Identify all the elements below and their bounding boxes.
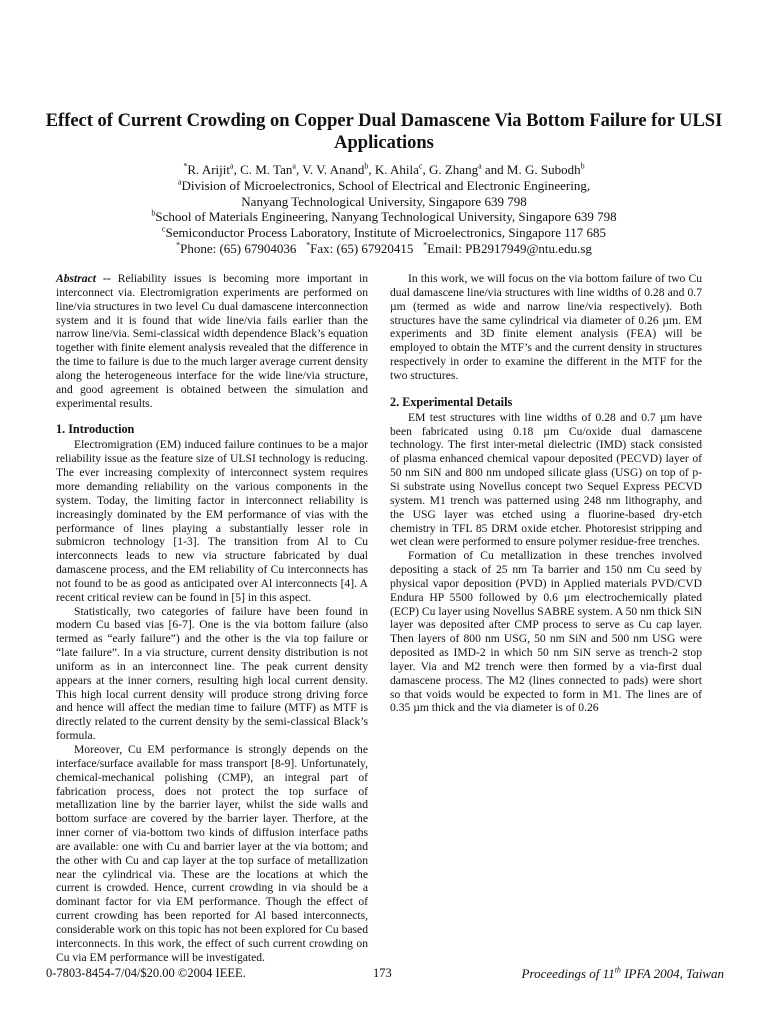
- section-heading-introduction: 1. Introduction: [56, 422, 135, 437]
- affiliation-c: $^c$Semiconductor Process Laboratory, Institute of Microelectronics, Singapore 117 685: [161, 224, 607, 241]
- experimental-paragraph-1: EM test structures with line widths of 0.28 and 0.7 µm have been fabricated using 0.18 µm Cu/oxide dual damascene technology. The first inter-metal dielectric (IMD) stack consisted of plasma enhanced chemical vapour deposited (PECVD) layer of 50 nm SiN and 800 nm undoped silicate glass (USG) on top of p-Si substrate using Novellus concept two Sequel Express PECVD system. M1 trench was patterned using 248 nm lithography, and the USG layer was etched using a fluorine-based dry-etch chemistry in TFL 85 DRM oxide etcher. Photoresist stripping and wet clean were performed to ensure polymer residue-free trenches.: [390, 410, 702, 549]
- author-line: *R. Arijit$^a$, C. M. Tan$^a$, V. V. Anand$^b$, K. Ahila$^c$, G. Zhang$^a$ and M. G. Subodh$^b$: [183, 161, 585, 177]
- affiliation-b: $^b$School of Materials Engineering, Nanyang Technological University, Singapore 639 798: [151, 209, 617, 225]
- right-column: [390, 272, 702, 715]
- experimental-paragraph-2: Formation of Cu metallization in these trenches involved depositing a stack of 25 nm Ta barrier and 150 nm Cu seed by physical vapor deposition (PVD) in Applied materials PVD/CVD Endura HP 5500 followed by 0.6 µm electrochemically plated (ECP) Cu layer using Novellus SABRE system. A 50 nm thick SiN layer was deposited after CMP process to serve as Cu cap layer. Then layers of 800 nm USG, 50 nm SiN and 500 nm USG were deposited as IMD-2 in which 50 nm SiN serve as trench-2 stop layer. Via and M2 trench were then formed by a via-first dual damascene process. The M2 (lines connected to pads) were short so that voids would be expected to form in M1. The lines are of 0.35 µm thick and the via diameter is of 0.26: [390, 549, 702, 715]
- copyright-notice: 0-7803-8454-7/04/$20.00 ©2004 IEEE.: [46, 966, 246, 980]
- intro-paragraph-3: Moreover, Cu EM performance is strongly depends on the interface/surface available for mass transport [8-9]. Unfortunately, chemical-mechanical polishing (CMP), an integral part of fabrication process, does not protect the top surface of metallization line by the barrier layer, whilst the side walls and bottom surface are covered by the barrier layer. Therfore, at the inner corner of via-bottom two kinds of diffusion interface paths are available: one with Cu and barrier layer at the via bottom; and the other with Cu and cap layer at the top surface of metallization near the cylindrical via. These are the locations at which the current is crowded. Hence, current crowding in via should be a dominant factor for via EM performance. Though the effect of current crowding has been reported for Al based interconnects, considerable work on this topic has not been explored for Cu based interconnects. In this work, the effect of such current crowding on Cu via EM performance will be investigated.: [56, 743, 368, 964]
- intro-paragraph-4: In this work, we will focus on the via bottom failure of two Cu dual damascene line/via structures with line widths of 0.28 and 0.7 µm (termed as wide and narrow line/via respectively). Both structures have the same cylindrical via diameter of 0.26 µm. EM experiments and 3D finite element analysis (FEA) will be employed to obtain the MTF’s and the current density in structures respectively in order to examine the different in the MTF for the two structures.: [390, 272, 702, 382]
- affiliation-a-line2: Nanyang Technological University, Singapore 639 798: [241, 193, 527, 209]
- abstract: Abstract -- Reliability issues is becoming more important in interconnect via. Electromigration experiments are performed on line/via structures in two level Cu dual damascene interconnection system and it is found that wide line/via fails earlier than the narrow line/via. Semi-classical width dependence Black’s equation together with finite element analysis revealed that the difference in the time to failure is due to the much larger average current density along the heterogeneous interface for the wide line/via structure, and good agreement is obtained between the simulation and experimental results.: [56, 272, 368, 410]
- paper-title: Effect of Current Crowding on Copper Dual Damascene Via Bottom Failure for ULSI Applications: [45, 111, 723, 153]
- intro-paragraph-2: Statistically, two categories of failure have been found in modern Cu based vias [6-7]. One is the via bottom failure (also termed as “early failure”) and the other is the via top failure or “late failure”. In a via structure, current density distribution is not uniform as in an interconnect line. The peak current density appears at the inner corners, resulting high local current density. This high local current density will produce strong driving force and hence will affect the median time to failure (MTF) as MTF is directly related to the current density by the semi-classical Black’s formula.: [56, 604, 368, 743]
- author-block: [30, 162, 738, 257]
- page-number: 173: [373, 966, 392, 980]
- contact-line: *Phone: (65) 67904036 *Fax: (65) 67920415 *Email: PB2917949@ntu.edu.sg: [176, 240, 592, 256]
- abstract-label: Abstract --: [56, 272, 111, 285]
- affiliation-a-line1: $^a$Division of Microelectronics, School of Electrical and Electronic Engineering,: [177, 177, 591, 193]
- left-column: [56, 272, 368, 965]
- section-heading-experimental: 2. Experimental Details: [390, 394, 513, 409]
- intro-paragraph-1: Electromigration (EM) induced failure continues to be a major reliability issue as the feature size of ULSI technology is reducing. The ever increasing complexity of interconnect system requires more demanding reliability on the various components in the system. Today, the limiting factor in interconnect reliability is increasingly dominated by the EM performance of vias with the performance of lines playing a substantially lesser role in submicron technology [1-3]. The transition from Al to Cu interconnects leads to new via structure fabricated by dual damascene process, and the EM reliability of Cu interconnects has not found to be as good as anticipated over Al interconnects [4]. A recent critical review can be found in [5] in this aspect.: [56, 438, 368, 604]
- proceedings-label: Proceedings of 11th IPFA 2004, Taiwan: [521, 965, 724, 981]
